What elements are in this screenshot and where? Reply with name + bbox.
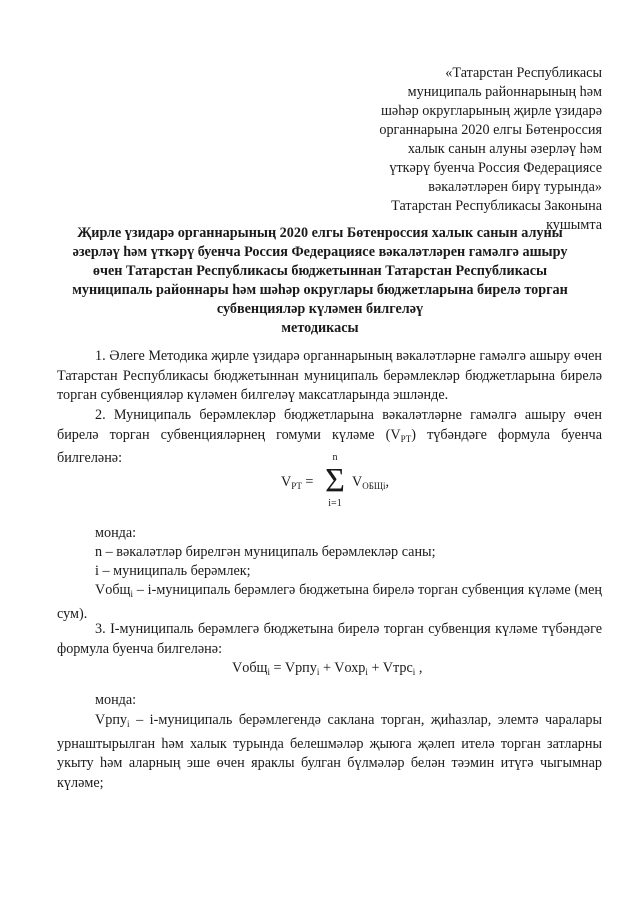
formula-2-end: , — [415, 660, 423, 676]
attachment-line: халык санын алуны әзерләү һәм — [407, 141, 602, 157]
paragraph-3: 3. I-муниципаль берәмлегә бюджетына бирелә торган субвенция күләме түбәндәге формула буенча билгеләнә: — [57, 621, 602, 657]
definition-vobsh — [57, 581, 602, 624]
formula-2-sub-2: i — [365, 667, 368, 677]
sigma-icon: Σ — [325, 462, 345, 499]
formula-1-rhs-sub: ОБЩi — [362, 481, 386, 491]
title-line: методикасы — [281, 320, 359, 336]
paragraph-2-text: 2. Муниципаль берәмлекләр бюджетларына вәкаләтләрне гамәлгә ашыру өчен бирелә торган субвенцияләрнең гомуми күләме (V — [57, 407, 602, 443]
formula-1-rhs-var: V — [352, 474, 363, 490]
attachment-line: шәһәр округларының җирле үзидарә — [380, 103, 602, 119]
definition-vrpu — [57, 711, 602, 793]
definition-vobsh-sub: i — [130, 589, 133, 599]
definition-i: i – муниципаль берәмлек; — [95, 563, 251, 579]
formula-2-term-2: + Vохр — [319, 660, 366, 676]
formula-1-tail: , — [385, 474, 390, 490]
document-title — [36, 224, 604, 338]
formula-2-lhs: Vобщ — [232, 660, 268, 676]
attachment-line: кушымта — [546, 217, 602, 233]
paragraph-2-end: ) түбәндәге формула буенча билгеләнә: — [57, 426, 602, 466]
formula-1-lhs-var: V — [281, 474, 292, 490]
definition-vrpu-text: – i-муниципаль берәмлегендә саклана торган, җиһазлар, элемтә чаралары урнаштырылган һәм халык турында белешмәләр җыюга җәлеп ителә торган затларны укыту һәм аларның эше өчен яраклы булган бүлмәләр белән тәэмин итүгә чыгымнар күләме; — [57, 712, 602, 791]
where-label-2: монда: — [95, 692, 137, 708]
definition-vobsh-text: – i-муниципаль берәмлегә бюджетына бирелә торган субвенция күләме (мең сум). — [57, 582, 602, 622]
definition-vrpu-var: Vрпу — [95, 712, 128, 728]
sum-upper-limit: n — [332, 452, 338, 463]
formula-1-rhs — [352, 474, 389, 491]
definition-n: n – вәкаләтләр бирелгән муниципаль берәмлекләр саны; — [95, 544, 436, 560]
title-line: муниципаль районнары һәм шәһәр округлары бюджетларына бирелә торган — [72, 282, 568, 298]
attachment-line: Татарстан Республикасы Законына — [391, 198, 602, 214]
formula-2-sub-3: i — [412, 667, 416, 677]
attachment-note — [272, 64, 602, 235]
attachment-line: үткәрү буенча Россия Федерациясе — [389, 160, 602, 176]
formula-2-sub-0: i — [267, 667, 270, 677]
sum-lower-limit: i=1 — [328, 498, 342, 509]
formula-2 — [232, 660, 422, 677]
formula-2-term-1: = Vрпу — [270, 660, 317, 676]
where-label-1: монда: — [95, 525, 137, 541]
formula-2-sub-1: i — [316, 667, 320, 677]
attachment-line: «Татарстан Республикасы — [445, 65, 602, 81]
formula-1-eq: = — [305, 474, 314, 490]
formula-1-lhs-sub: РТ — [291, 481, 302, 491]
definition-vobsh-var: Vобщ — [95, 582, 131, 598]
title-line: Җирле үзидарә органнарының 2020 елгы Бөтенроссия халык санын алуны — [77, 225, 563, 241]
formula-1-sum — [320, 452, 350, 512]
formula-2-term-3: + Vтрс — [367, 660, 413, 676]
title-line: субвенцияләр күләмен билгеләү — [216, 301, 424, 317]
title-line: әзерләү һәм үткәрү буенча Россия Федерациясе вәкаләтләрен гамәлгә ашыру — [72, 244, 568, 260]
title-line: өчен Татарстан Республикасы бюджетыннан Татарстан Республикасы — [92, 263, 548, 279]
attachment-line: муниципаль районнарының һәм — [407, 84, 602, 100]
formula-1-lhs — [281, 474, 313, 491]
attachment-line: вәкаләтләрен бирү турында» — [428, 179, 602, 195]
paragraph-1: 1. Әлеге Методика җирле үзидарә органнарының вәкаләтләрне гамәлгә ашыру өчен Татарстан Республикасы бюджетыннан муниципаль берәмлекләр бюджетларына бирелә торган субвенцияләр күләмен билгеләү максатларында эшләнде. — [57, 348, 602, 403]
attachment-line: органнарына 2020 елгы Бөтенроссия — [379, 122, 602, 138]
paragraph-2-subscript: РТ — [400, 433, 412, 444]
definition-vrpu-sub: i — [127, 719, 130, 729]
